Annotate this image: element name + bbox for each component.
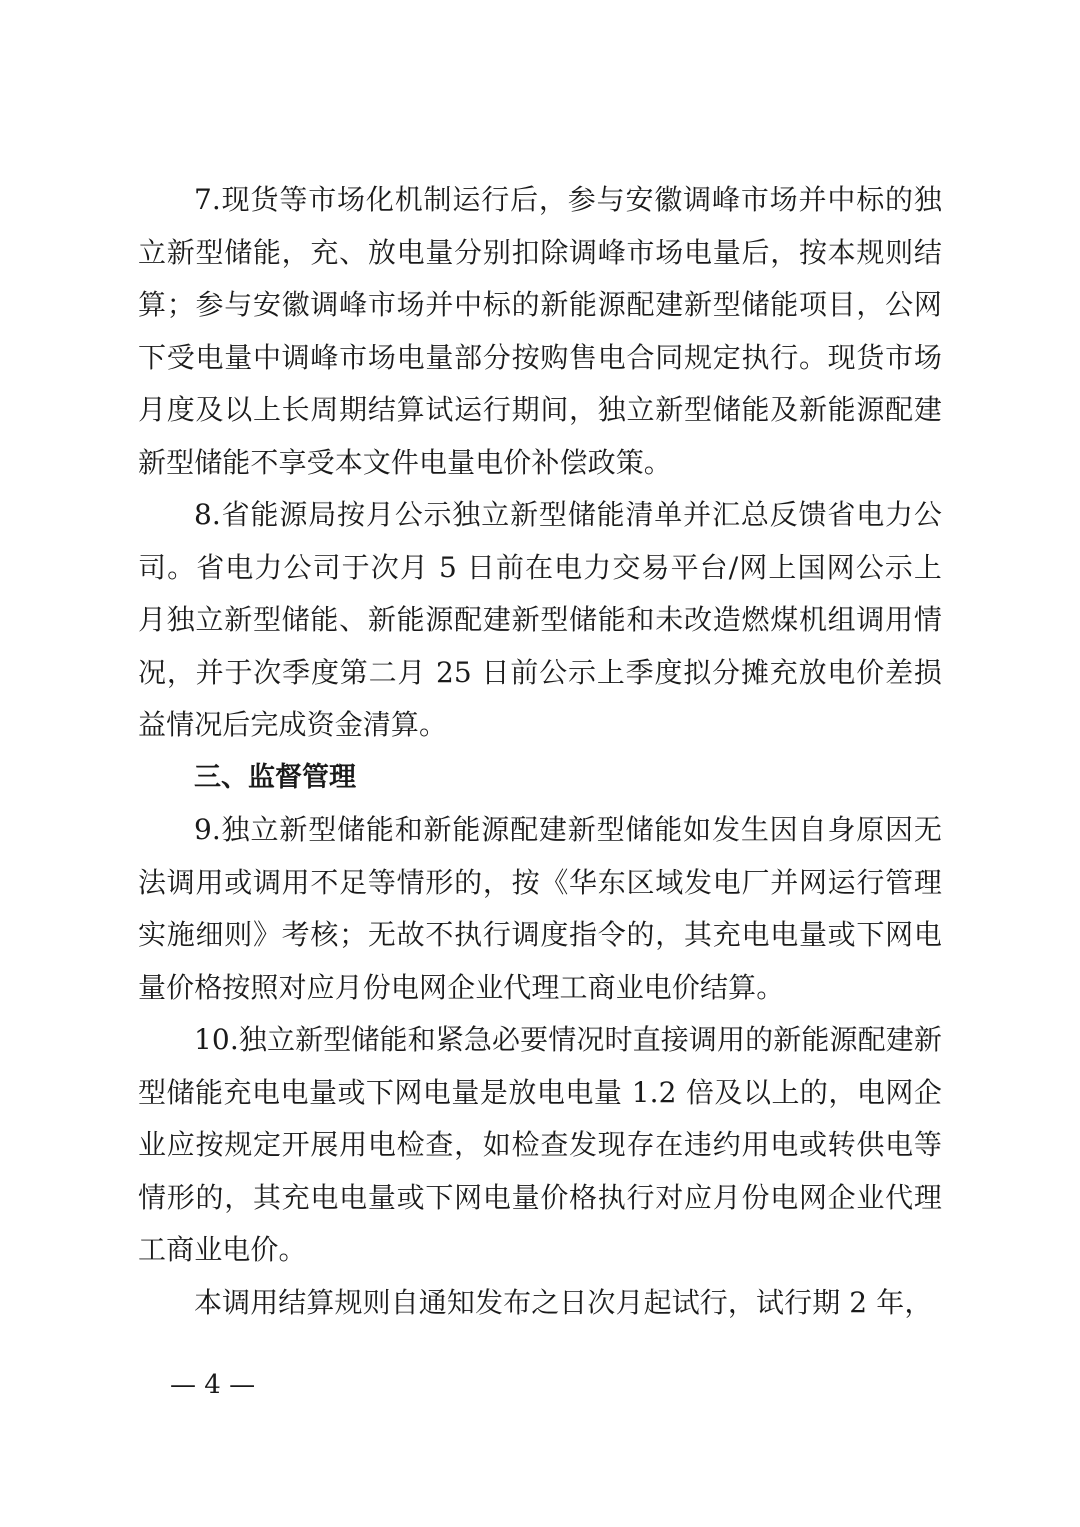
document-body bbox=[138, 174, 942, 1329]
page-number: — 4 — bbox=[170, 1370, 256, 1400]
paragraph-trial-period: 本调用结算规则自通知发布之日次月起试行，试行期 2 年， bbox=[194, 1285, 933, 1319]
paragraph-item-10: 10.独立新型储能和紧急必要情况时直接调用的新能源配建新型储能充电电量或下网电量是放电电量 1.2 倍及以上的，电网企业应按规定开展用电检查，如检查发现存在违约用电或转供电等情形的，其充电电量或下网电量价格执行对应月份电网企业代理工商业电价。 bbox=[138, 1023, 942, 1266]
paragraph-item-7: 7.现货等市场化机制运行后，参与安徽调峰市场并中标的独立新型储能，充、放电量分别扣除调峰市场电量后，按本规则结算；参与安徽调峰市场并中标的新能源配建新型储能项目，公网下受电量中调峰市场电量部分按购售电合同规定执行。现货市场月度及以上长周期结算试运行期间，独立新型储能及新能源配建新型储能不享受本文件电量电价补偿政策。 bbox=[138, 183, 942, 479]
paragraph-item-8: 8.省能源局按月公示独立新型储能清单并汇总反馈省电力公司。省电力公司于次月 5 日前在电力交易平台/网上国网公示上月独立新型储能、新能源配建新型储能和未改造燃煤机组调用情况，并于次季度第二月 25 日前公示上季度拟分摊充放电价差损益情况后完成资金清算。 bbox=[138, 498, 942, 741]
section-heading-supervision: 三、监督管理 bbox=[194, 761, 356, 793]
paragraph-item-9: 9.独立新型储能和新能源配建新型储能如发生因自身原因无法调用或调用不足等情形的，按《华东区域发电厂并网运行管理实施细则》考核；无故不执行调度指令的，其充电电量或下网电量价格按照对应月份电网企业代理工商业电价结算。 bbox=[138, 813, 942, 1004]
